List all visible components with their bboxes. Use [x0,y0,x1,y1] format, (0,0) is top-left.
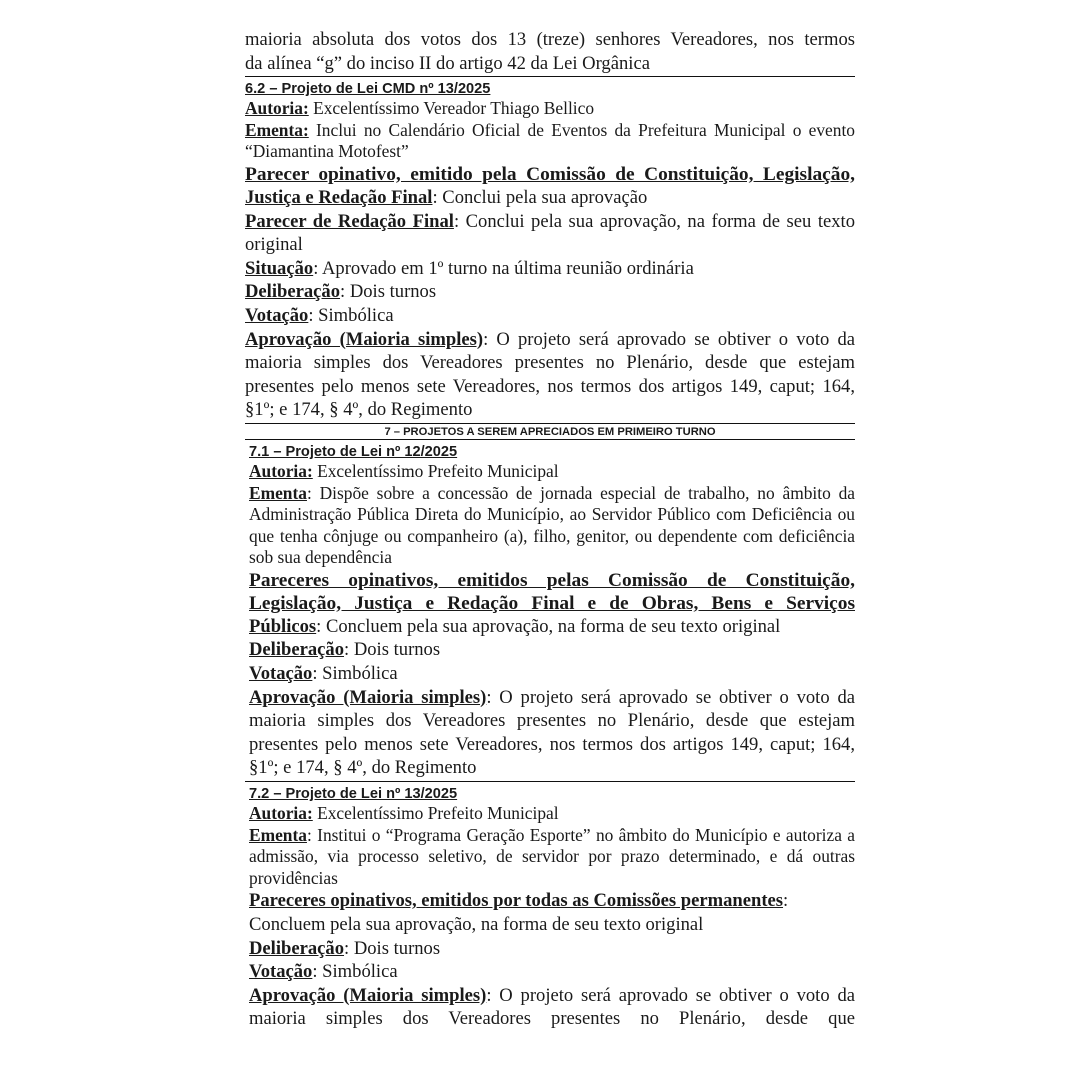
ementa-text: : Dispõe sobre a concessão de jornada especial de trabalho, no âmbito da Administração Pública Direta do Município, ao Servidor Público com Deficiência ou que tenha cônjuge ou companheiro (a), filho, genitor, ou dependente com deficiência sob sua dependência [249,482,855,568]
ementa-label: Ementa [249,482,307,503]
divider-rule [245,439,855,440]
section-7-banner: 7 – PROJETOS A SEREM APRECIADOS EM PRIMEIRO TURNO [384,425,716,438]
aprovacao-label: Aprovação (Maioria simples) [249,984,487,1006]
s62-redacao [245,210,855,257]
s71-aprovacao [249,686,855,780]
deliberacao-label: Deliberação [249,639,345,661]
redacao-text: : Conclui pela sua aprovação, na forma de seu texto original [245,210,856,256]
situacao-text: : Aprovado em 1º turno na última reunião ordinária [313,257,694,279]
autoria-text: Excelentíssimo Prefeito Municipal [312,460,559,481]
aprovacao-label: Aprovação (Maioria simples) [249,686,487,708]
s71-deliberacao [249,638,855,662]
aprovacao-label: Aprovação (Maioria simples) [245,328,484,350]
parecer-label-line-1: Parecer opinativo, emitido pela Comissão de Constituição, Legislação, [245,163,855,185]
deliberacao-text: : Dois turnos [344,639,441,661]
s71-ementa [249,483,855,569]
section-7-2 [249,785,855,1031]
pareceres-label-line-3: Públicos [249,615,317,637]
deliberacao-label: Deliberação [245,281,341,303]
votacao-text: : Simbólica [308,304,394,326]
s72-aprovacao [249,984,855,1031]
parecer-text: : Conclui pela sua aprovação [432,186,648,208]
autoria-label: Autoria: [249,803,313,824]
s71-autoria [249,461,855,483]
ementa-text: Inclui no Calendário Oficial de Eventos da Prefeitura Municipal o evento “Diamantina Motofest” [245,119,855,162]
s72-votacao [249,960,855,984]
deliberacao-text: : Dois turnos [340,281,437,303]
pareceres-text: Concluem pela sua aprovação, na forma de seu texto original [249,914,704,935]
intro-paragraph [245,28,855,75]
pareceres-text: : Concluem pela sua aprovação, na forma de seu texto original [316,615,781,637]
autoria-label: Autoria: [245,98,309,119]
section-7-1 [249,443,855,780]
votacao-text: : Simbólica [312,961,398,983]
pareceres-colon: : [783,890,789,912]
s72-ementa [249,825,855,890]
ementa-label: Ementa [249,824,307,845]
s62-aprovacao [245,328,855,422]
s62-ementa [245,120,855,163]
redacao-label: Parecer de Redação Final [245,210,454,232]
s71-votacao [249,662,855,686]
pareceres-label-line-2: Legislação, Justiça e Redação Final e de Obras, Bens e Serviços [249,592,855,614]
parecer-label-line-2: Justiça e Redação Final [245,186,433,208]
aprovacao-text: : O projeto será aprovado se obtiver o voto da maioria simples dos Vereadores presentes no Plenário, desde que [249,984,855,1030]
section-7-2-heading: 7.2 – Projeto de Lei nº 13/2025 [249,786,458,803]
votacao-label: Votação [245,304,309,326]
ementa-text: : Institui o “Programa Geração Esporte” no âmbito do Município e autoriza a admissão, via processo seletivo, de servidor por prazo determinado, e dá outras providências [249,824,855,888]
deliberacao-label: Deliberação [249,937,345,959]
s62-deliberacao [245,280,855,304]
situacao-label: Situação [245,257,314,279]
intro-line-2: da alínea “g” do inciso II do artigo 42 da Lei Orgânica [245,52,650,74]
votacao-text: : Simbólica [312,663,398,685]
divider-rule [245,76,855,77]
aprovacao-text: : O projeto será aprovado se obtiver o voto da maioria simples dos Vereadores presentes no Plenário, desde que estejam presentes pelo menos sete Vereadores, nos termos dos artigos 149, caput; 164, §1º; e 174, § 4º, do Regimento [245,328,855,421]
s72-deliberacao [249,937,855,961]
votacao-label: Votação [249,663,313,685]
document-body [245,28,855,1031]
s62-votacao [245,304,855,328]
s71-pareceres [249,569,855,639]
autoria-label: Autoria: [249,460,313,481]
section-6-2-heading: 6.2 – Projeto de Lei CMD nº 13/2025 [245,81,491,98]
s72-autoria [249,803,855,825]
votacao-label: Votação [249,961,313,983]
s62-situacao [245,257,855,281]
divider-rule [245,781,855,782]
section-7-1-heading: 7.1 – Projeto de Lei nº 12/2025 [249,443,458,460]
ementa-label: Ementa: [245,119,309,140]
intro-line-1: maioria absoluta dos votos dos 13 (treze) senhores Vereadores, nos termos [245,29,855,50]
s62-parecer [245,163,855,210]
autoria-text: Excelentíssimo Prefeito Municipal [312,803,559,824]
pareceres-label-line-1: Pareceres opinativos, emitidos pelas Comissão de Constituição, [249,569,855,591]
section-6-2 [245,80,855,422]
deliberacao-text: : Dois turnos [344,937,441,959]
autoria-text: Excelentíssimo Vereador Thiago Bellico [308,98,595,119]
pareceres-label: Pareceres opinativos, emitidos por todas as Comissões permanentes [249,890,784,912]
s72-pareceres [249,889,855,936]
aprovacao-text: : O projeto será aprovado se obtiver o voto da maioria simples dos Vereadores presentes no Plenário, desde que estejam presentes pelo menos sete Vereadores, nos termos dos artigos 149, caput; 164, §1º; e 174, § 4º, do Regimento [249,686,855,779]
s62-autoria [245,98,855,120]
